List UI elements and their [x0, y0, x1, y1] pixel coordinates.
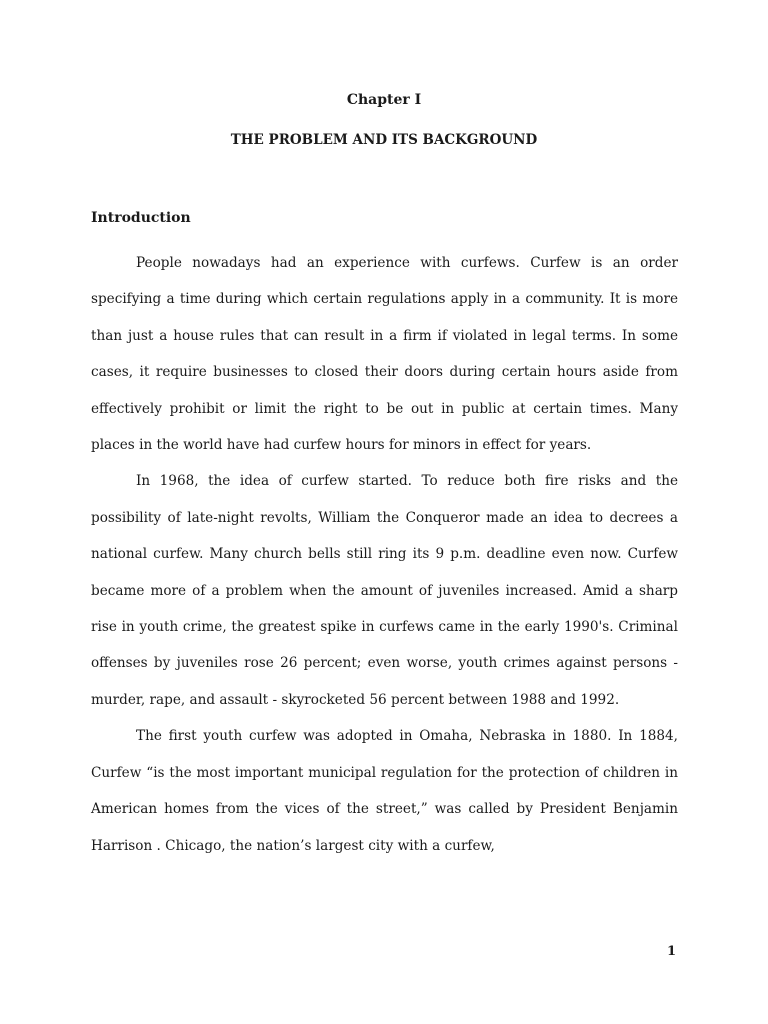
paragraph: People nowadays had an experience with curfews. Curfew is an order specifying a time during which certain regulations apply in a community. It is more than just a house rules that can result in a firm if violated in legal terms. In some cases, it require businesses to closed their doors during certain hours aside from effectively prohibit or limit the right to be out in public at certain times. Many places in the world have had curfew hours for minors in effect for years. — [91, 255, 678, 454]
paragraph: In 1968, the idea of curfew started. To reduce both fire risks and the possibility of late-night revolts, William the Conqueror made an idea to decrees a national curfew. Many church bells still ring its 9 p.m. deadline even now. Curfew became more of a problem when the amount of juveniles increased. Amid a sharp rise in youth crime, the greatest spike in curfews came in the early 1990's. Criminal offenses by juveniles rose 26 percent; even worse, youth crimes against persons - murder, rape, and assault - skyrocketed 56 percent between 1988 and 1992. — [91, 473, 678, 708]
paragraph: The first youth curfew was adopted in Omaha, Nebraska in 1880. In 1884, Curfew “is the most important municipal regulation for the protection of children in American homes from the vices of the street,” was called by President Benjamin Harrison . Chicago, the nation’s largest city with a curfew, — [91, 728, 678, 854]
section-heading: Introduction — [91, 210, 191, 226]
page-number: 1 — [667, 944, 677, 959]
chapter-title: THE PROBLEM AND ITS BACKGROUND — [230, 132, 538, 148]
body-text — [91, 245, 678, 864]
chapter-label: Chapter I — [346, 92, 422, 108]
